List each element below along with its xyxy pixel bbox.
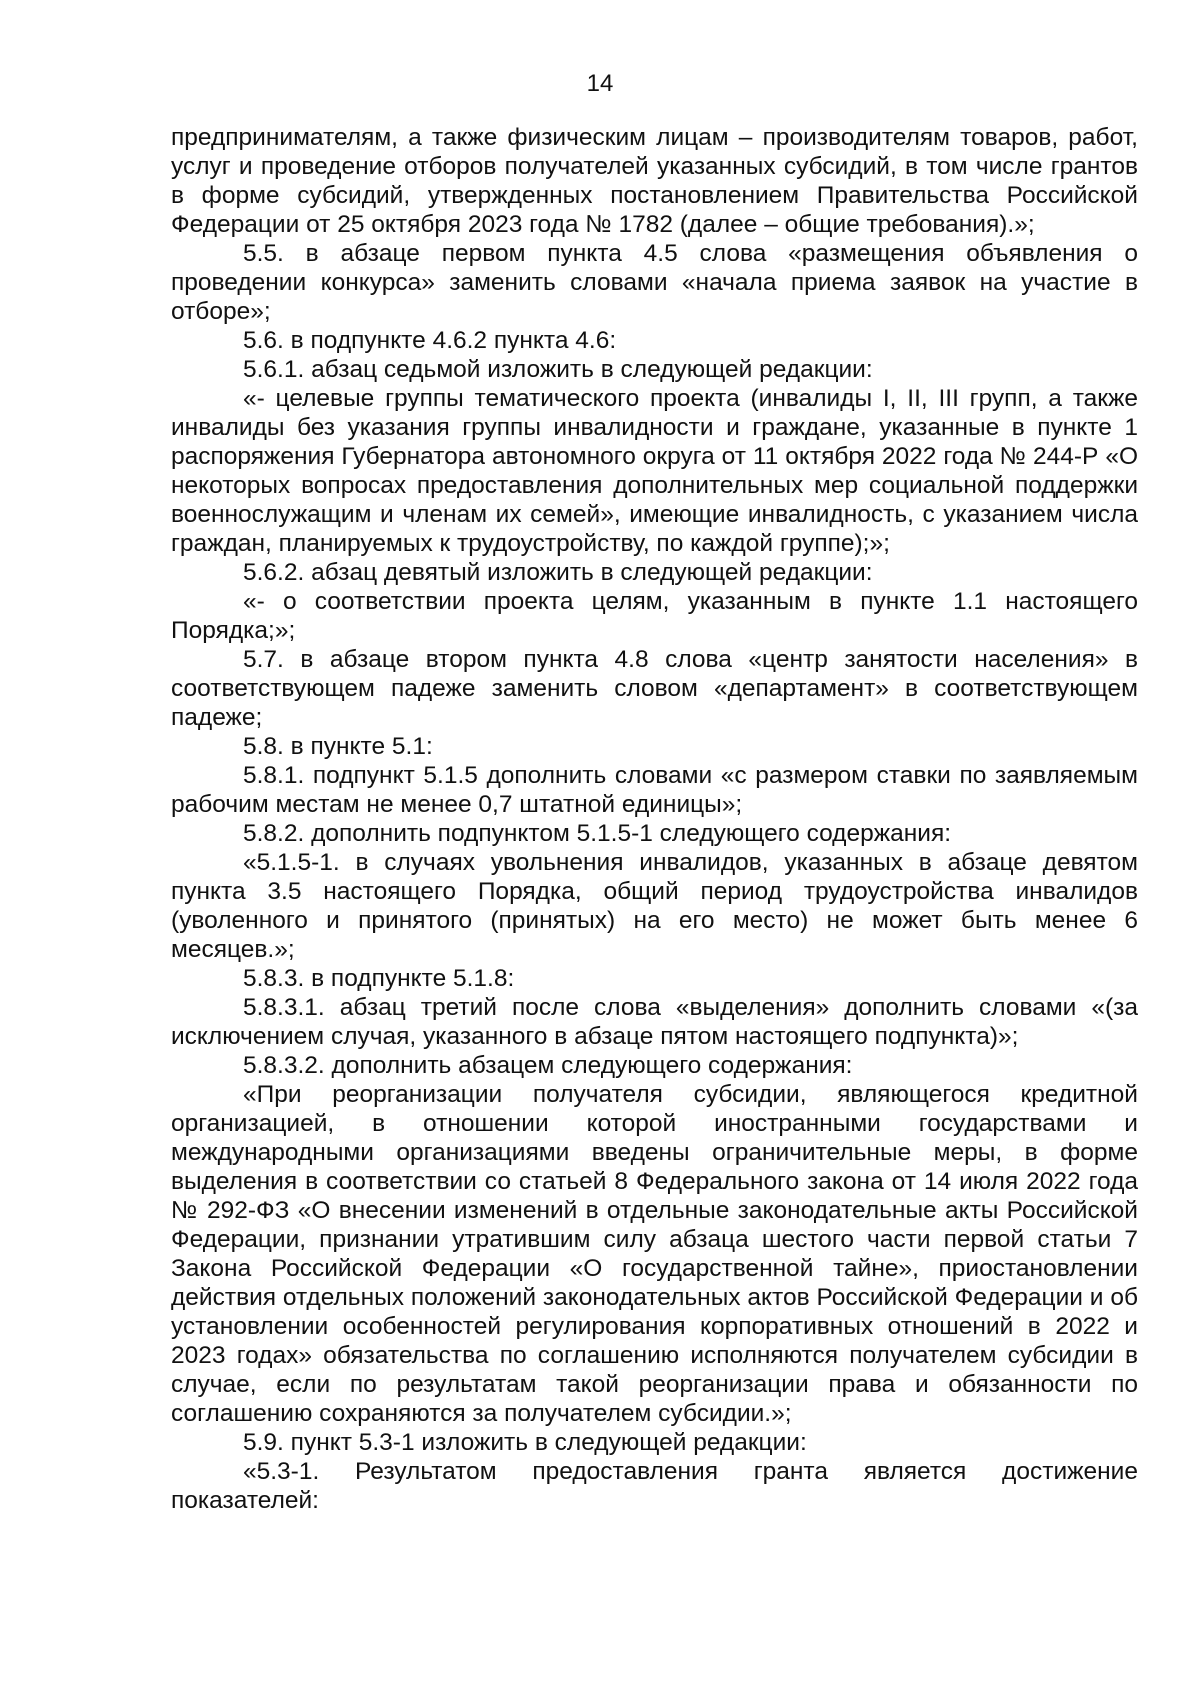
paragraph: 5.6.1. абзац седьмой изложить в следующей редакции: [243,356,873,383]
paragraph: «- о соответствии проекта целям, указанным в пункте 1.1 настоящего Порядка;»; [171,588,1138,644]
paragraph: 5.6.2. абзац девятый изложить в следующей редакции: [243,559,873,586]
paragraph: предпринимателям, а также физическим лицам – производителям товаров, работ, услуг и проведение отборов получателей указанных субсидий, в том числе грантов в форме субсидий, утвержденных постановлением Правительства Российской Федерации от 25 октября 2023 года № 1782 (далее – общие требования).»; [171,124,1138,238]
document-body [171,123,1138,1515]
paragraph: 5.7. в абзаце втором пункта 4.8 слова «центр занятости населения» в соответствующем падеже заменить словом «департамент» в соответствующем падеже; [171,646,1138,731]
paragraph: 5.5. в абзаце первом пункта 4.5 слова «размещения объявления о проведении конкурса» заменить словами «начала приема заявок на участие в отборе»; [171,240,1138,325]
paragraph: 5.6. в подпункте 4.6.2 пункта 4.6: [243,327,617,354]
paragraph: «5.1.5-1. в случаях увольнения инвалидов, указанных в абзаце девятом пункта 3.5 настоящего Порядка, общий период трудоустройства инвалидов (уволенного и принятого (принятых) на его место) не может быть менее 6 месяцев.»; [171,849,1138,963]
paragraph: «5.3-1. Результатом предоставления гранта является достижение показателей: [171,1458,1138,1514]
paragraph: 5.8.3.2. дополнить абзацем следующего содержания: [243,1052,853,1079]
paragraph: 5.8. в пункте 5.1: [243,733,433,760]
paragraph: 5.8.2. дополнить подпунктом 5.1.5-1 следующего содержания: [243,820,952,847]
paragraph: 5.8.3.1. абзац третий после слова «выделения» дополнить словами «(за исключением случая, указанного в абзаце пятом настоящего подпункта)»; [171,994,1138,1050]
page-number: 14 [586,70,614,97]
paragraph: «- целевые группы тематического проекта (инвалиды I, II, III групп, а также инвалиды без указания группы инвалидности и граждане, указанные в пункте 1 распоряжения Губернатора автономного округа от 11 октября 2022 года № 244-Р «О некоторых вопросах предоставления дополнительных мер социальной поддержки военнослужащим и членам их семей», имеющие инвалидность, с указанием числа граждан, планируемых к трудоустройству, по каждой группе);»; [171,385,1139,557]
paragraph: 5.8.1. подпункт 5.1.5 дополнить словами «с размером ставки по заявляемым рабочим местам не менее 0,7 штатной единицы»; [171,762,1138,818]
paragraph: 5.8.3. в подпункте 5.1.8: [243,965,515,992]
paragraph: 5.9. пункт 5.3-1 изложить в следующей редакции: [243,1429,807,1456]
paragraph: «При реорганизации получателя субсидии, являющегося кредитной организацией, в отношении которой иностранными государствами и международными организациями введены ограничительные меры, в форме выделения в соответствии со статьей 8 Федерального закона от 14 июля 2022 года № 292-ФЗ «О внесении изменений в отдельные законодательные акты Российской Федерации, признании утратившим силу абзаца шестого части первой статьи 7 Закона Российской Федерации «О государственной тайне», приостановлении действия отдельных положений законодательных актов Российской Федерации и об установлении особенностей регулирования корпоративных отношений в 2022 и 2023 годах» обязательства по соглашению исполняются получателем субсидии в случае, если по результатам такой реорганизации права и обязанности по соглашению сохраняются за получателем субсидии.»; [171,1081,1138,1427]
